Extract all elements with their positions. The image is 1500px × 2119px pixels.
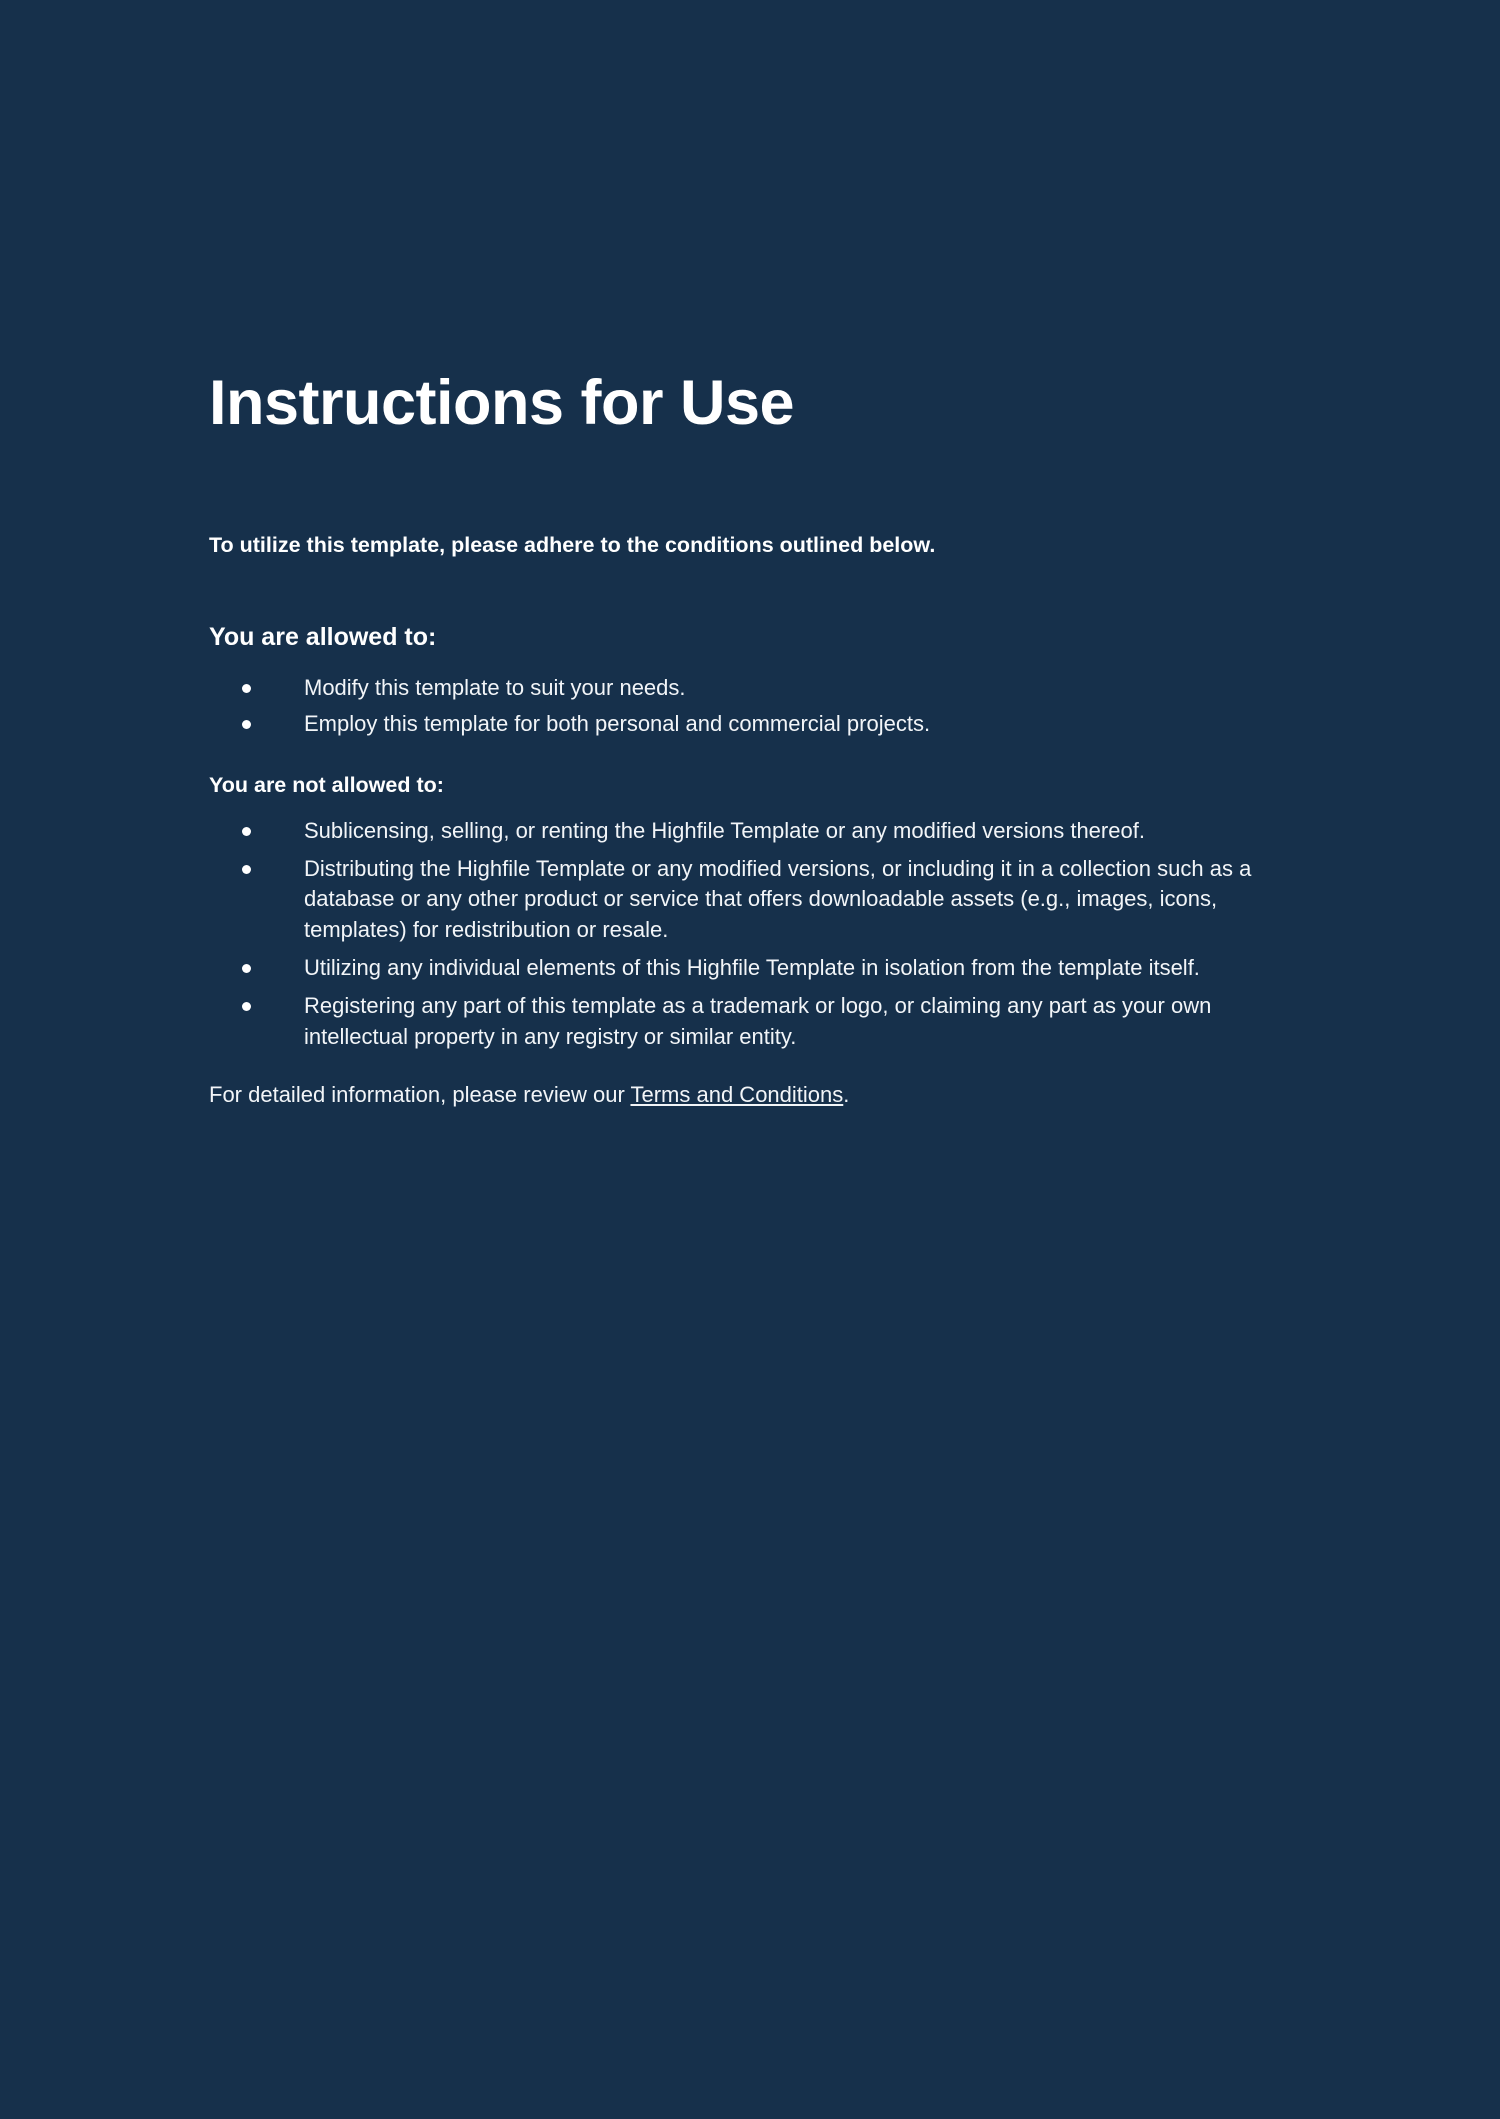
list-item <box>209 854 1299 945</box>
footer-prefix: For detailed information, please review our <box>209 1082 631 1108</box>
bullet-icon <box>242 964 251 973</box>
footer-suffix: . <box>843 1082 850 1108</box>
list-item-text: Sublicensing, selling, or renting the Highfile Template or any modified versions thereof. <box>304 817 1145 843</box>
list-item-text: Distributing the Highfile Template or any modified versions, or including it in a collection such as a database or any other product or service that offers downloadable assets (e.g., images, icons, templates) for redistribution or resale. <box>304 855 1252 942</box>
document-content <box>209 370 1299 1133</box>
list-item-text: Modify this template to suit your needs. <box>304 674 686 700</box>
list-item <box>209 953 1299 983</box>
list-item <box>209 816 1299 846</box>
page-title: Instructions for Use <box>209 368 795 438</box>
bullet-icon <box>242 827 251 836</box>
list-item <box>209 673 1299 703</box>
list-item-text: Utilizing any individual elements of this Highfile Template in isolation from the template itself. <box>304 954 1200 980</box>
list-item-text: Employ this template for both personal and commercial projects. <box>304 711 931 737</box>
list-item <box>209 991 1299 1052</box>
list-item-text: Registering any part of this template as a trademark or logo, or claiming any part as your own intellectual property in any registry or similar entity. <box>304 993 1212 1049</box>
not-allowed-heading: You are not allowed to: <box>209 772 444 797</box>
bullet-icon <box>242 720 251 729</box>
bullet-icon <box>242 1002 251 1011</box>
list-item <box>209 709 1299 739</box>
allowed-heading: You are allowed to: <box>209 623 437 652</box>
terms-and-conditions-link[interactable]: Terms and Conditions <box>630 1082 844 1108</box>
intro-text: To utilize this template, please adhere to the conditions outlined below. <box>209 533 936 558</box>
allowed-list <box>209 673 1299 740</box>
footer-note <box>209 1080 1299 1111</box>
bullet-icon <box>242 865 251 874</box>
not-allowed-list <box>209 816 1299 1053</box>
bullet-icon <box>242 684 251 693</box>
